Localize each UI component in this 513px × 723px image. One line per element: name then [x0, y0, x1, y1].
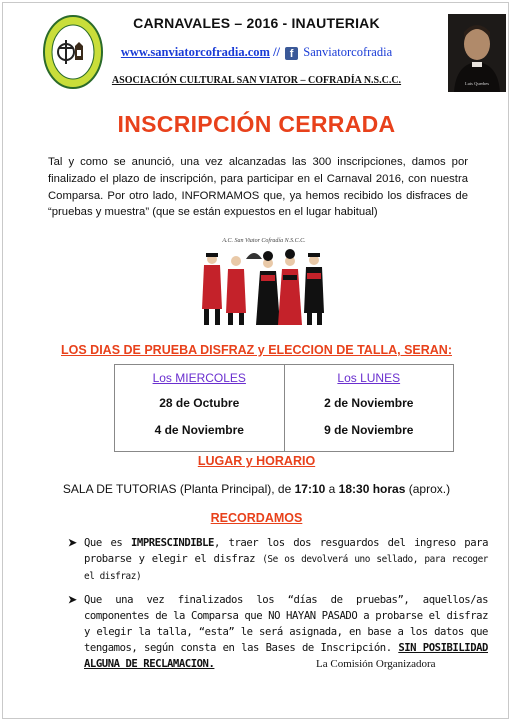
date-cell: 9 de Noviembre	[324, 423, 414, 437]
date-cell: 2 de Noviembre	[324, 396, 414, 410]
website-link[interactable]: www.sanviatorcofradia.com	[120, 45, 270, 59]
time-a: a	[328, 482, 336, 496]
schedule-col-lunes	[284, 365, 454, 452]
reminder-text: Que es	[84, 537, 131, 549]
arrow-bullet-icon: ➤	[68, 537, 77, 549]
intro-paragraph	[48, 154, 468, 221]
signature: La Comisión Organizadora	[316, 658, 436, 670]
room-name: SALA DE TUTORIAS	[62, 482, 177, 496]
time-hours: horas	[372, 482, 406, 496]
header-links	[0, 45, 513, 60]
date-cell: 4 de Noviembre	[154, 423, 244, 437]
recordamos-title: RECORDAMOS	[210, 511, 303, 525]
time-approx: (aprox.)	[408, 482, 451, 496]
reminder-emphasis: IMPRESCINDIBLE	[130, 537, 214, 549]
room-floor: (Planta Principal), de	[179, 482, 292, 496]
svg-text:A.C. San Viator Cofradía N.S.C: A.C. San Viator Cofradía N.S.C.C.	[222, 238, 306, 244]
schedule-col-miercoles	[115, 365, 285, 452]
intro-text: Tal y como se anunció, una vez alcanzadas las 300 inscripciones, damos por finalizado el plazo de inscripción, para participar en el Carnaval 2016, con nuestra Comparsa. Por otro lado, INFORMAMOS que, ya hemos recibido los disfraces de “pruebas y muestra”	[48, 156, 468, 219]
facebook-icon[interactable]: f	[285, 47, 298, 60]
costume-image	[198, 233, 330, 328]
reminder-text: Que una vez finalizados los “días de pruebas”, aquellos/as componentes de la Comparsa que NO HAYAN PASADO a probarse el disfraz y elegir la talla, “esta” le será asignada, en base a los datos que tengamos, según consta en las Bases de Inscripción.	[84, 594, 488, 654]
intro-note: (que se están expuestos en el lugar habitual)	[152, 206, 378, 219]
link-separator: //	[273, 45, 281, 59]
arrow-bullet-icon: ➤	[68, 594, 77, 606]
reminder-note: (Se os devolverá uno sellado, para recoger el disfraz)	[84, 554, 488, 582]
schedule-table	[114, 364, 454, 452]
svg-text:Luis Querbes: Luis Querbes	[464, 81, 490, 86]
reminder-emphasis: SIN POSIBILIDAD ALGUNA DE RECLAMACION.	[84, 642, 488, 670]
association-name: ASOCIACIÓN CULTURAL SAN VIATOR – COFRADÍA N.S.C.C.	[111, 75, 402, 86]
header-title: CARNAVALES – 2016 - INAUTERIAK	[133, 15, 380, 31]
main-title: INSCRIPCIÓN CERRADA	[117, 111, 396, 137]
lugar-title: LUGAR y HORARIO	[197, 454, 316, 468]
time-from: 17:10	[294, 482, 326, 496]
list-item	[68, 535, 488, 585]
lugar-text	[0, 482, 513, 496]
day-header-miercoles: Los MIERCOLES	[152, 371, 246, 385]
day-header-lunes: Los LUNES	[337, 371, 401, 385]
facebook-link[interactable]: Sanviatorcofradia	[303, 45, 393, 59]
date-cell: 28 de Octubre	[159, 396, 240, 410]
time-to: 18:30	[338, 482, 370, 496]
dias-title: LOS DIAS DE PRUEBA DISFRAZ y ELECCION DE TALLA, SERAN:	[61, 343, 452, 357]
reminder-text: , traer los dos resguardos del ingreso para probarse y elegir el disfraz	[84, 537, 489, 565]
